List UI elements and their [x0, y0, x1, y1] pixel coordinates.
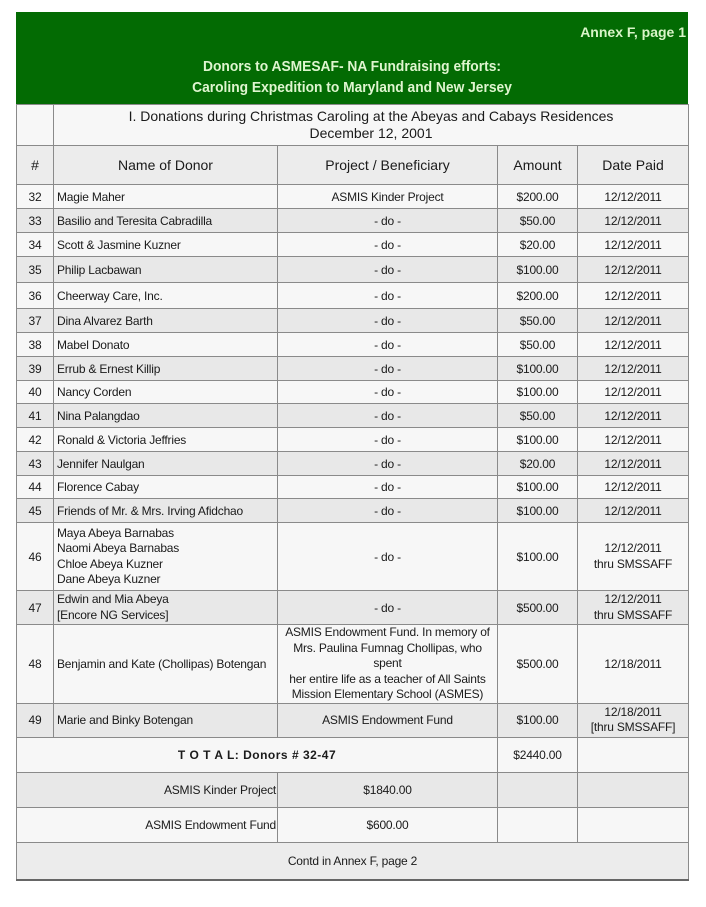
amount: $100.00 [498, 523, 578, 591]
row-number: 37 [17, 309, 54, 333]
row-number: 49 [17, 703, 54, 737]
date-paid: 12/12/2011 [578, 452, 689, 476]
date-paid: 12/12/2011 [578, 185, 689, 209]
table-row [17, 185, 689, 209]
project-beneficiary: - do - [278, 257, 498, 283]
date-paid: 12/12/2011 [578, 404, 689, 428]
donor-name: Maya Abeya Barnabas Naomi Abeya Barnabas Chloe Abeya Kuzner Dane Abeya Kuzner [54, 523, 278, 591]
amount: $50.00 [498, 309, 578, 333]
donor-name: Jennifer Naulgan [54, 452, 278, 476]
col-header-project: Project / Beneficiary [278, 146, 498, 185]
donor-name: Scott & Jasmine Kuzner [54, 233, 278, 257]
donor-name: Cheerway Care, Inc. [54, 283, 278, 309]
row-number: 42 [17, 428, 54, 452]
project-beneficiary: ASMIS Endowment Fund. In memory of Mrs. Paulina Fumnag Chollipas, who spent her entire life as a teacher of All Saints Mission Elementary School (ASMES) [278, 625, 498, 704]
amount: $50.00 [498, 209, 578, 233]
amount: $20.00 [498, 233, 578, 257]
project-beneficiary: - do - [278, 523, 498, 591]
row-number: 46 [17, 523, 54, 591]
title-line-2: Caroling Expedition to Maryland and New Jersey [192, 79, 512, 96]
donor-rows [17, 185, 689, 738]
table-row [17, 309, 689, 333]
donor-name: Florence Cabay [54, 476, 278, 499]
donor-name: Basilio and Teresita Cabradilla [54, 209, 278, 233]
col-header-name: Name of Donor [54, 146, 278, 185]
table-row [17, 233, 689, 257]
project-beneficiary: - do - [278, 283, 498, 309]
project-beneficiary: - do - [278, 428, 498, 452]
row-number: 35 [17, 257, 54, 283]
table-row [17, 703, 689, 737]
donor-name: Ronald & Victoria Jeffries [54, 428, 278, 452]
project-beneficiary: - do - [278, 309, 498, 333]
donor-name: Marie and Binky Botengan [54, 703, 278, 737]
date-paid: 12/12/2011 [578, 309, 689, 333]
row-number: 47 [17, 591, 54, 625]
amount: $100.00 [498, 476, 578, 499]
project-beneficiary: - do - [278, 209, 498, 233]
date-paid: 12/12/2011 [578, 428, 689, 452]
project-beneficiary: - do - [278, 404, 498, 428]
project-beneficiary: ASMIS Kinder Project [278, 185, 498, 209]
date-paid: 12/12/2011 [578, 209, 689, 233]
donor-name: Nancy Corden [54, 381, 278, 404]
amount: $200.00 [498, 185, 578, 209]
kinder-amount: $1840.00 [278, 772, 498, 807]
col-header-num: # [17, 146, 54, 185]
project-beneficiary: ASMIS Endowment Fund [278, 703, 498, 737]
row-number: 43 [17, 452, 54, 476]
date-paid: 12/12/2011 [578, 381, 689, 404]
header-banner [16, 12, 688, 104]
table-row [17, 499, 689, 523]
table-row [17, 428, 689, 452]
document-title [43, 56, 661, 98]
amount: $100.00 [498, 703, 578, 737]
project-beneficiary: - do - [278, 591, 498, 625]
amount: $500.00 [498, 591, 578, 625]
amount: $200.00 [498, 283, 578, 309]
row-number: 36 [17, 283, 54, 309]
amount: $50.00 [498, 333, 578, 357]
table-row [17, 625, 689, 704]
donor-name: Benjamin and Kate (Chollipas) Botengan [54, 625, 278, 704]
continued-note: Contd in Annex F, page 2 [17, 842, 689, 880]
amount: $100.00 [498, 257, 578, 283]
donor-name: Errub & Ernest Killip [54, 357, 278, 381]
donor-name: Friends of Mr. & Mrs. Irving Afidchao [54, 499, 278, 523]
amount: $100.00 [498, 499, 578, 523]
table-row [17, 452, 689, 476]
row-number: 32 [17, 185, 54, 209]
amount: $50.00 [498, 404, 578, 428]
project-beneficiary: - do - [278, 333, 498, 357]
project-beneficiary: - do - [278, 499, 498, 523]
project-beneficiary: - do - [278, 357, 498, 381]
row-number: 39 [17, 357, 54, 381]
donors-table [16, 104, 689, 881]
date-paid: 12/12/2011 [578, 283, 689, 309]
project-beneficiary: - do - [278, 452, 498, 476]
amount: $500.00 [498, 625, 578, 704]
table-row [17, 404, 689, 428]
project-beneficiary: - do - [278, 381, 498, 404]
column-header-row [17, 146, 689, 185]
continued-row [17, 842, 689, 880]
donor-name: Philip Lacbawan [54, 257, 278, 283]
section-title-row [17, 105, 689, 146]
project-beneficiary: - do - [278, 476, 498, 499]
total-label: T O T A L: Donors # 32-47 [17, 737, 498, 772]
row-number: 33 [17, 209, 54, 233]
kinder-subtotal-row [17, 772, 689, 807]
table-row [17, 333, 689, 357]
col-header-date: Date Paid [578, 146, 689, 185]
endowment-subtotal-row [17, 807, 689, 842]
title-line-1: Donors to ASMESAF- NA Fundraising efforts: [203, 58, 501, 75]
annex-page-label: Annex F, page 1 [580, 24, 686, 40]
col-header-amount: Amount [498, 146, 578, 185]
kinder-label: ASMIS Kinder Project [17, 772, 278, 807]
section-title: I. Donations during Christmas Caroling at the Abeyas and Cabays Residences December 12, 2001 [54, 105, 689, 146]
annex-sheet [16, 12, 688, 881]
row-number: 38 [17, 333, 54, 357]
row-number: 41 [17, 404, 54, 428]
donor-name: Dina Alvarez Barth [54, 309, 278, 333]
table-row [17, 257, 689, 283]
table-row [17, 476, 689, 499]
amount: $100.00 [498, 381, 578, 404]
endowment-label: ASMIS Endowment Fund [17, 807, 278, 842]
date-paid: 12/18/2011 [578, 625, 689, 704]
table-row [17, 283, 689, 309]
table-row [17, 381, 689, 404]
row-number: 48 [17, 625, 54, 704]
date-paid: 12/12/2011 [578, 357, 689, 381]
row-number: 34 [17, 233, 54, 257]
date-paid: 12/12/2011 [578, 499, 689, 523]
date-paid: 12/18/2011 [thru SMSSAFF] [578, 703, 689, 737]
table-row [17, 357, 689, 381]
table-row [17, 523, 689, 591]
total-row [17, 737, 689, 772]
date-paid: 12/12/2011 [578, 476, 689, 499]
date-paid: 12/12/2011 thru SMSSAFF [578, 591, 689, 625]
table-row [17, 209, 689, 233]
date-paid: 12/12/2011 [578, 233, 689, 257]
row-number: 45 [17, 499, 54, 523]
amount: $100.00 [498, 428, 578, 452]
donor-name: Mabel Donato [54, 333, 278, 357]
donor-name: Nina Palangdao [54, 404, 278, 428]
date-paid: 12/12/2011 [578, 257, 689, 283]
date-paid: 12/12/2011 [578, 333, 689, 357]
date-paid: 12/12/2011 thru SMSSAFF [578, 523, 689, 591]
project-beneficiary: - do - [278, 233, 498, 257]
total-amount: $2440.00 [498, 737, 578, 772]
amount: $20.00 [498, 452, 578, 476]
donor-name: Edwin and Mia Abeya [Encore NG Services] [54, 591, 278, 625]
row-number: 44 [17, 476, 54, 499]
table-row [17, 591, 689, 625]
amount: $100.00 [498, 357, 578, 381]
donor-name: Magie Maher [54, 185, 278, 209]
endowment-amount: $600.00 [278, 807, 498, 842]
row-number: 40 [17, 381, 54, 404]
